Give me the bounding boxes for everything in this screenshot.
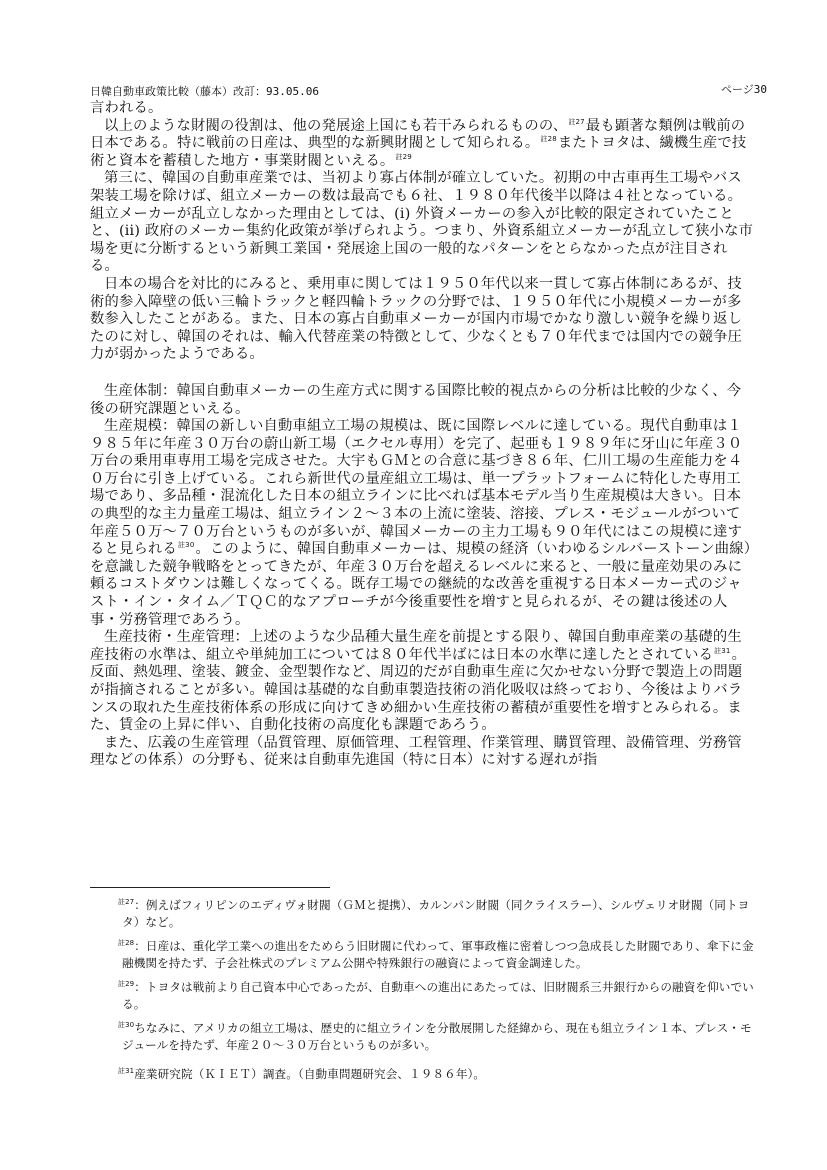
paragraph: 日本の場合を対比的にみると、乗用車に関しては１９５０年代以来一貫して寡占体制にあるが、技術的参入障壁の低い三輪トラックと軽四輪トラックの分野では、１９５０年代に小規模メーカーが多数参入したことがある。また、日本の寡占自動車メーカーが国内市場でかなり激しい競争を繰り返したのに対し、韓国のそれは、輸入代替産業の特徴として、少なくとも７０年代までは国内での競争圧力が弱かったようである。 <box>90 275 743 363</box>
footnote: $^{註28}$：日産は、重化学工業への進出をためらう旧財閥に代わって、軍事政権に密着しつつ急成長した財閥であり、傘下に金融機関を持たず、子会社株式のプレミアム公開や特殊銀行の融資によって資金調達した。 <box>118 939 754 970</box>
footnote-ref[interactable]: 註30 <box>177 541 195 550</box>
footnote-ref[interactable]: 註29 <box>395 153 412 162</box>
footnote-mark: 註28 <box>118 939 135 948</box>
footnote-mark: 註27 <box>118 898 135 907</box>
section-gap <box>90 364 754 383</box>
footnote-mark: 註30 <box>118 1021 135 1030</box>
header-title: 日韓自動車政策比較（藤本）改訂：93.05.06 <box>90 85 319 98</box>
footnote-ref[interactable]: 註31 <box>714 647 731 656</box>
paragraph: 第三に、韓国の自動車産業では、当初より寡占体制が確立していた。初期の中古車再生工場やバス架装工場を除けば、組立メーカーの数は最高でも６社、１９８０年代後半以降は４社となっている。組立メーカーが乱立しなかった理由としては、(i) 外資メーカーの参入が比較的限定されていたことと、(ii) 政府のメーカー集約化政策が挙げられよう。つまり、外資系組立メーカーが乱立して狭小な市場を更に分断するという新興工業国・発展途上国の一般的なパターンをとらなかった点が注目される。 <box>90 170 754 275</box>
paragraph: 生産体制：韓国自動車メーカーの生産方式に関する国際比較的視点からの分析は比較的少なく、今後の研究課題といえる。 <box>90 382 742 417</box>
paragraph: 以上のような財閥の役割は、他の発展途上国にも若干みられるものの、$^{註27}$最も顕著な類例は戦前の日本である。特に戦前の日産は、典型的な新興財閥として知られる。$^{註28}$またトヨタは、繊機生産で技術と資本を蓄積した地方・事業財閥といえる。$^{註29}$ <box>90 117 747 169</box>
footnotes <box>118 897 762 1090</box>
footnote: $^{註27}$：例えばフィリピンのエディヴォ財閥（ＧＭと提携）、カルンパン財閥（同クライスラー）、シルヴェリオ財閥（同トヨタ）など。 <box>118 898 750 929</box>
paragraph: 生産技術・生産管理：上述のような少品種大量生産を前提とする限り、韓国自動車産業の基礎的生産技術の水準は、組立や単純加工については８０年代半ばには日本の水準に達したとされている$^{註31}$。反面、熱処理、塗装、鍍金、金型製作など、周辺的だが自動車生産に欠かせない分野で製造上の問題が指摘されることが多い。韓国は基礎的な自動車製造技術の消化吸収は終っており、今後はよりバランスの取れた生産技術体系の形成に向けてきめ細かい生産技術の蓄積が重要性を増すとみられる。また、賃金の上昇に伴い、自動化技術の高度化も課題であろう。 <box>90 629 747 734</box>
footnote-mark: 註29 <box>118 980 135 989</box>
footnote: $^{註29}$：トヨタは戦前より自己資本中心であったが、自動車への進出にあたっては、旧財閥系三井銀行からの融資を仰いでいる。 <box>118 980 754 1011</box>
body-text <box>90 100 754 770</box>
footnote-ref[interactable]: 註27 <box>568 117 585 126</box>
footnote-mark: 註31 <box>118 1067 135 1076</box>
page-number: ページ30 <box>720 83 767 96</box>
paragraph: 言われる。 <box>90 100 163 116</box>
page-header <box>90 83 767 99</box>
paragraph: また、広義の生産管理（品質管理、原価管理、工程管理、作業管理、購買管理、設備管理、労務管理などの体系）の分野も、従来は自動車先進国（特に日本）に対する遅れが指 <box>90 734 742 769</box>
paragraph: 生産規模：韓国の新しい自動車組立工場の規模は、既に国際レベルに達している。現代自動車は１９８５年に年産３０万台の蔚山新工場（エクセル専用）を完了、起亜も１９８９年に牙山に年産３０万台の乗用車専用工場を完成させた。大宇もＧＭとの合意に基づき８６年、仁川工場の生産能力を４０万台に引き上げている。これら新世代の量産組立工場は、単一プラットフォームに特化した専用工場であり、多品種・混流化した日本の組立ラインに比べれば基本モデル当り生産規模は大きい。日本の典型的な主力量産工場は、組立ライン２～３本の上流に塗装、溶接、プレス・モジュールがついて年産５０万～７０万台というものが多いが、韓国メーカーの主力工場も９０年代にはこの規模に達すると見られる$^{註30}$。このように、韓国自動車メーカーは、規模の経済（いわゆるシルバーストーン曲線）を意識した競争戦略をとってきたが、年産３０万台を超えるレベルに来ると、一般に量産効果のみに頼るコストダウンは難しくなってくる。既存工場での継続的な改善を重視する日本メーカー式のジャスト・イン・タイム／ＴＱＣ的なアプローチが今後重要性を増すと見られるが、その鍵は後述の人事・労務管理であろう。 <box>90 418 752 628</box>
footnote: $^{註30}$ちなみに、アメリカの組立工場は、歴史的に組立ラインを分散展開した経緯から、現在も組立ライン１本、プレス・モジュールを持たず、年産２０～３０万台というものが多い。 <box>118 1021 752 1052</box>
footnote: $^{註31}$産業研究院（ＫＩＥＴ）調査。（自動車問題研究会、１９８６年）。 <box>118 1067 486 1081</box>
footnote-divider <box>90 887 330 888</box>
footnote-ref[interactable]: 註28 <box>540 135 557 144</box>
